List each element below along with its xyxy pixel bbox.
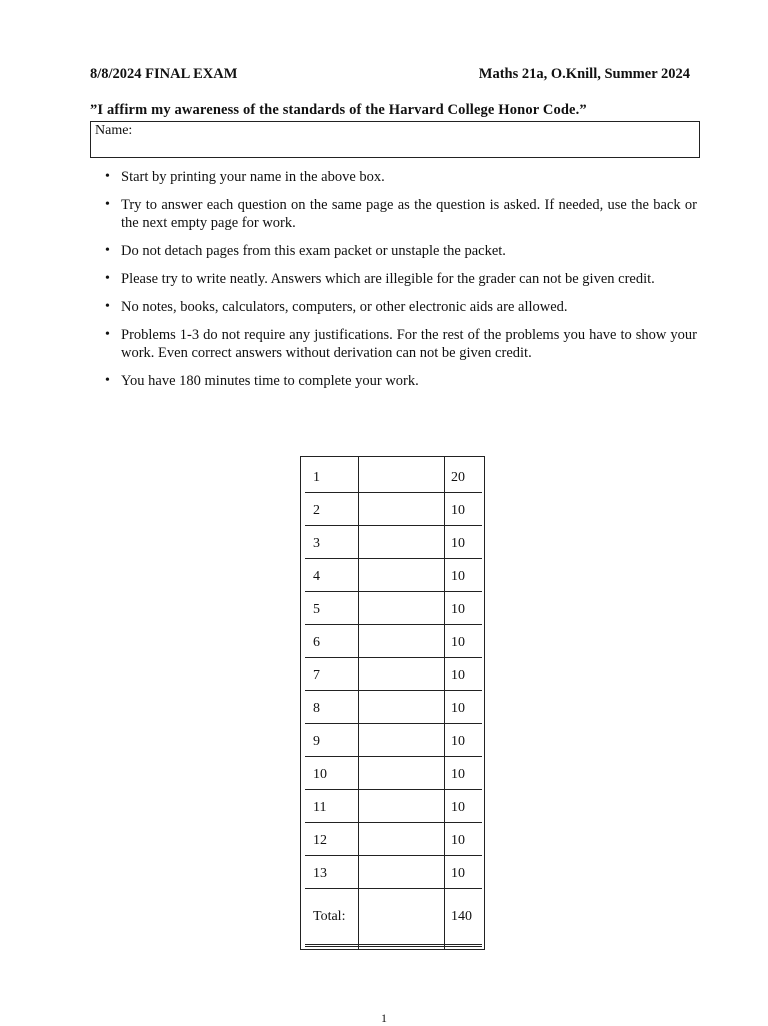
problem-points: 10 [451,734,465,749]
table-row [305,757,482,790]
problem-points: 10 [451,668,465,683]
problem-number: 11 [313,800,327,815]
honor-code-statement: ”I affirm my awareness of the standards of the Harvard College Honor Code.” [90,102,587,118]
problem-number: 13 [313,866,327,881]
problem-points: 10 [451,866,465,881]
problem-points: 10 [451,767,465,782]
course-info: Maths 21a, O.Knill, Summer 2024 [478,66,690,82]
problem-points: 10 [451,635,465,650]
problem-number: 2 [313,503,320,518]
page-number: 1 [381,1011,387,1025]
instruction-item: • Do not detach pages from this exam packet or unstaple the packet. [105,242,697,260]
problem-number: 3 [313,536,320,551]
table-row [305,559,482,592]
total-points: 140 [451,909,472,924]
table-row [305,658,482,691]
problem-points: 10 [451,569,465,584]
problem-points: 10 [451,602,465,617]
instruction-item: • Start by printing your name in the above box. [105,168,697,186]
name-label: Name: [95,123,133,138]
instruction-item: • You have 180 minutes time to complete your work. [105,372,697,390]
table-row [305,493,482,526]
exam-date-title: 8/8/2024 FINAL EXAM [90,66,238,82]
instruction-item: • Try to answer each question on the same page as the question is asked. If needed, use the back or the next empty page for work. [105,196,697,232]
problem-points: 10 [451,800,465,815]
problem-number: 4 [313,569,320,584]
table-row [305,823,482,856]
problem-number: 10 [313,767,327,782]
instruction-item: • Problems 1-3 do not require any justifications. For the rest of the problems you have to show your work. Even correct answers without derivation can not be given credit. [105,326,697,362]
total-label: Total: [313,909,346,924]
problem-number: 6 [313,635,320,650]
instruction-item: • No notes, books, calculators, computers, or other electronic aids are allowed. [105,298,697,316]
table-row [305,856,482,889]
table-row [305,724,482,757]
problem-number: 7 [313,668,320,683]
total-row [305,889,482,947]
problem-number: 1 [313,470,320,485]
problem-points: 10 [451,536,465,551]
problem-number: 5 [313,602,320,617]
problem-points: 10 [451,833,465,848]
problem-points: 20 [451,470,465,485]
score-table [300,456,485,950]
table-row [305,790,482,823]
table-row [305,625,482,658]
problem-number: 9 [313,734,320,749]
table-row [305,592,482,625]
table-row [305,526,482,559]
problem-number: 8 [313,701,320,716]
table-row [305,691,482,724]
instruction-item: • Please try to write neatly. Answers which are illegible for the grader can not be given credit. [105,270,697,288]
problem-points: 10 [451,503,465,518]
table-row [305,460,482,493]
problem-number: 12 [313,833,327,848]
instructions-list [105,168,697,400]
name-box[interactable] [90,121,700,158]
problem-points: 10 [451,701,465,716]
